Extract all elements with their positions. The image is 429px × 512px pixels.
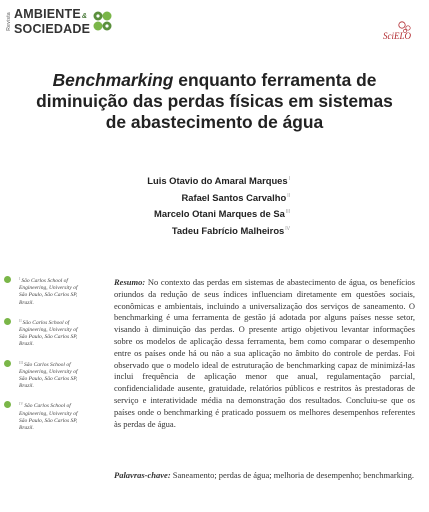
journal-logo bbox=[6, 8, 114, 42]
affiliation-bullet-icon bbox=[4, 318, 11, 325]
affiliation-bullet-icon bbox=[4, 276, 11, 283]
title-line1-rest: enquanto ferramenta de bbox=[173, 70, 377, 90]
author-mark: I bbox=[288, 176, 290, 182]
journal-side-label: Revista bbox=[6, 12, 12, 31]
journal-name-line2: SOCIEDADE bbox=[14, 22, 91, 36]
affiliation: $^{III}$São Carlos School of Engineering, University of São Paulo, São Carlos SP, Brazil. bbox=[2, 359, 82, 391]
author: Tadeu Fabrício Malheiros$^{IV}$ bbox=[171, 224, 290, 236]
affiliation: $^{II}$São Carlos School of Engineering, University of São Paulo, São Carlos SP, Brazil. bbox=[2, 317, 82, 349]
journal-name bbox=[14, 8, 90, 35]
article-title bbox=[20, 70, 409, 133]
author-mark: IV bbox=[285, 225, 290, 232]
title-italic-word: Benchmarking bbox=[52, 70, 174, 90]
author: Marcelo Otani Marques de $Sa^{III}$ bbox=[154, 208, 290, 219]
author: Rafael Santos Carvalho$^{II}$ bbox=[181, 191, 290, 203]
affiliation-bullet-icon bbox=[4, 360, 11, 367]
journal-emblem-icon bbox=[92, 10, 114, 34]
title-line3: de abastecimento de água bbox=[105, 112, 324, 132]
journal-name-line1: AMBIENTE bbox=[14, 7, 81, 21]
keywords bbox=[114, 470, 415, 482]
keywords-label: Palavras-chave: bbox=[114, 470, 171, 480]
abstract-label: Resumo: bbox=[114, 277, 146, 287]
title-line2: diminuição das perdas físicas em sistemas bbox=[36, 91, 393, 111]
abstract bbox=[114, 277, 415, 430]
author-mark: II bbox=[287, 192, 290, 199]
affiliation: $^I$São Carlos School of Engineering, University of São Paulo, São Carlos SP, Brazil. bbox=[2, 275, 82, 307]
affiliation-bullet-icon bbox=[4, 401, 11, 408]
scielo-logo-text: SciELO bbox=[383, 31, 411, 41]
affiliation: $^{IV}$São Carlos School of Engineering, University of São Paulo, São Carlos SP, Brazil. bbox=[2, 400, 82, 432]
author: Luis Otavio do Amaral Marques$^I$ bbox=[147, 175, 290, 186]
author-mark: III bbox=[285, 209, 290, 215]
keywords-text: Saneamento; perdas de água; melhoria de desempenho; benchmarking. bbox=[170, 470, 415, 480]
journal-amp: & bbox=[81, 13, 88, 20]
author-list bbox=[100, 172, 290, 238]
affiliation-list bbox=[2, 275, 82, 442]
abstract-text: No contexto das perdas em sistemas de abastecimento de água, os benefícios oriundos da redução de seus índices influenciam diretamente em questões sociais, econômicas e ambientais, incluindo a universalização dos serviços de saneamento. O benchmarking é uma ferramenta de gestão já adotada por alguns países nesse setor, visando à diminuição das perdas. O presente artigo objetivou levantar informações sobre os modelos de aplicação dessa ferramenta, bem como comparar o desempenho entre os países onde há ou não a sua aplicação no âmbito do controle de perdas. Foi observado que o modelo ideal de estruturação de benchmarking capaz de minimizá-las inclui frequência de aplicação menor que anual, regulamentação parcial, confidencialidade ausente, gratuidade, relatórios públicos e restritos às prestadoras de serviço e interatividade média na demonstração dos resultados. Concluiu-se que os países onde o benchmarking é praticado possuem os melhores desempenhos referentes às perdas de água. bbox=[114, 277, 415, 429]
